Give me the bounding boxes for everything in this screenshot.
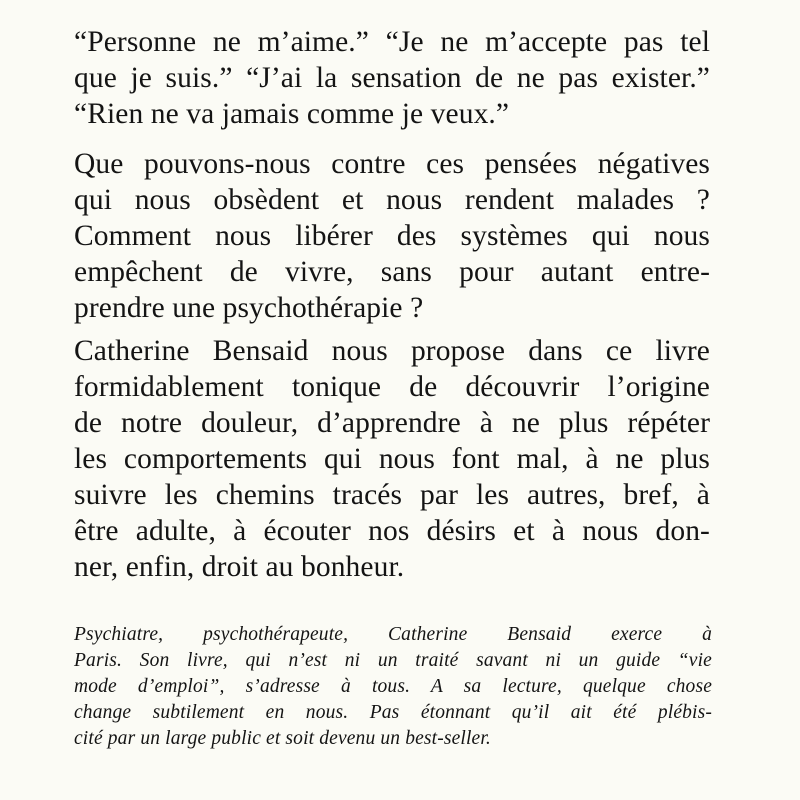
text-line: Catherine Bensaid nous propose dans ce livre bbox=[74, 335, 710, 367]
text-line: “Personne ne m’aime.” “Je ne m’accepte pas tel bbox=[74, 26, 710, 58]
text-line: formidablement tonique de découvrir l’origine bbox=[74, 371, 710, 403]
text-line: être adulte, à écouter nos désirs et à nous don- bbox=[74, 515, 710, 547]
text-line: ner, enfin, droit au bonheur. bbox=[74, 551, 405, 583]
text-line: les comportements qui nous font mal, à ne plus bbox=[74, 443, 710, 475]
blurb-line: mode d’emploi”, s’adresse à tous. A sa lecture, quelque chose bbox=[74, 676, 712, 697]
blurb-line: cité par un large public et soit devenu un best-seller. bbox=[74, 728, 491, 749]
text-line: de notre douleur, d’apprendre à ne plus répéter bbox=[74, 407, 710, 439]
text-line: “Rien ne va jamais comme je veux.” bbox=[74, 98, 510, 130]
text-line: qui nous obsèdent et nous rendent malades ? bbox=[74, 184, 710, 216]
blurb-line: Paris. Son livre, qui n’est ni un traité savant ni un guide “vie bbox=[74, 650, 712, 671]
text-line: suivre les chemins tracés par les autres, bref, à bbox=[74, 479, 710, 511]
text-line: que je suis.” “J’ai la sensation de ne pas exister.” bbox=[74, 62, 710, 94]
blurb-line: change subtilement en nous. Pas étonnant qu’il ait été plébis- bbox=[74, 702, 712, 723]
text-line: prendre une psychothérapie ? bbox=[74, 292, 424, 324]
blurb-line: Psychiatre, psychothérapeute, Catherine Bensaid exerce à bbox=[74, 624, 712, 645]
text-line: Comment nous libérer des systèmes qui nous bbox=[74, 220, 710, 252]
text-line: empêchent de vivre, sans pour autant entre- bbox=[74, 256, 710, 288]
text-line: Que pouvons-nous contre ces pensées négatives bbox=[74, 148, 710, 180]
